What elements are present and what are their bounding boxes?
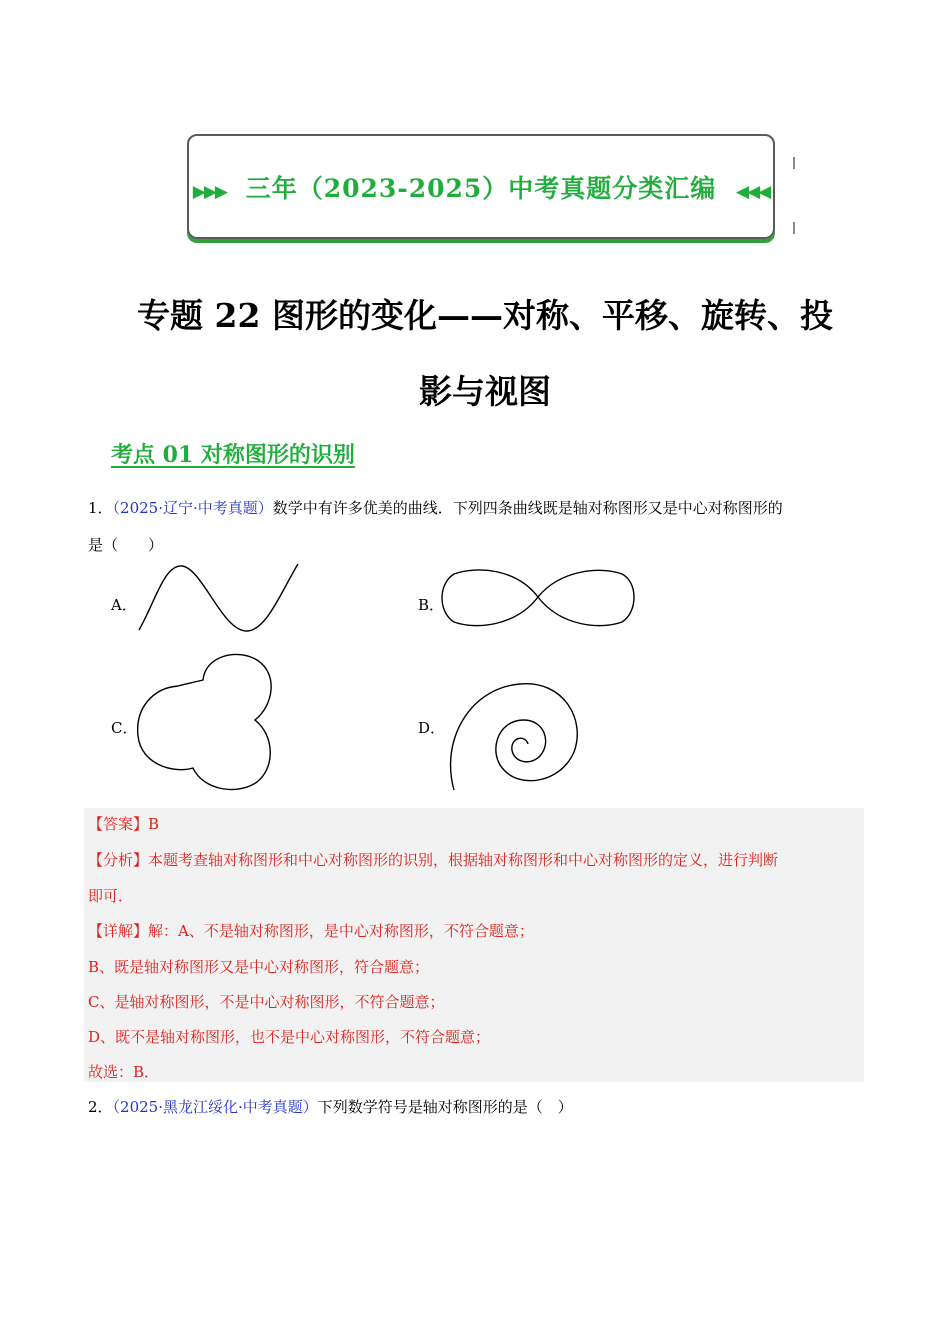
option-c-label: C． bbox=[111, 719, 138, 737]
wave-curve-figure bbox=[134, 560, 304, 635]
detail-line-3: C、是轴对称图形，不是中心对称图形，不符合题意； bbox=[88, 993, 445, 1011]
conclusion-line: 故选：B． bbox=[88, 1063, 160, 1081]
banner-title: 三年（2023-2025）中考真题分类汇编 bbox=[245, 173, 717, 203]
analysis-line-2: 即可． bbox=[88, 887, 134, 905]
edge-mark bbox=[793, 222, 795, 234]
analysis-line-1: 【分析】本题考查轴对称图形和中心对称图形的识别，根据轴对称图形和中心对称图形的定义，进行判断 bbox=[88, 851, 779, 869]
question-number: 1． bbox=[88, 499, 113, 517]
question-2-line bbox=[88, 1096, 573, 1117]
detail-line-1: 【详解】解：A、不是轴对称图形，是中心对称图形，不符合题意； bbox=[88, 922, 534, 940]
page-title-line-2: 影与视图 bbox=[419, 372, 551, 411]
question-source: （2025·黑龙江绥化·中考真题） bbox=[112, 1098, 318, 1116]
lemniscate-curve-figure bbox=[440, 560, 636, 634]
question-1-line-2: 是（ ） bbox=[88, 536, 164, 554]
question-source: （2025·辽宁·中考真题） bbox=[112, 499, 273, 517]
question-text: 下列数学符号是轴对称图形的是（ ） bbox=[317, 1098, 573, 1116]
page-title-line-1: 专题 22 图形的变化——对称、平移、旋转、投 bbox=[137, 296, 833, 335]
option-b-label: B． bbox=[418, 596, 445, 614]
spiral-curve-figure bbox=[440, 680, 585, 795]
answer-line: 【答案】B bbox=[88, 815, 160, 833]
series-banner bbox=[187, 134, 775, 239]
option-a-label: A． bbox=[111, 596, 137, 614]
left-arrows-icon: ▶▶▶ bbox=[192, 181, 227, 202]
detail-line-2: B、既是轴对称图形又是中心对称图形，符合题意； bbox=[88, 958, 430, 976]
edge-mark bbox=[793, 157, 795, 169]
trefoil-curve-figure bbox=[133, 650, 283, 795]
question-1-line-1 bbox=[88, 497, 783, 518]
question-text: 数学中有许多优美的曲线．下列四条曲线既是轴对称图形又是中心对称图形的 bbox=[272, 499, 783, 517]
right-arrows-icon: ◀◀◀ bbox=[736, 181, 770, 202]
option-d-label: D． bbox=[418, 719, 446, 737]
detail-line-4: D、既不是轴对称图形，也不是中心对称图形，不符合题意； bbox=[88, 1028, 491, 1046]
section-heading: 考点 01 对称图形的识别 bbox=[111, 442, 355, 468]
banner-content bbox=[183, 169, 779, 205]
question-number: 2． bbox=[88, 1098, 113, 1116]
